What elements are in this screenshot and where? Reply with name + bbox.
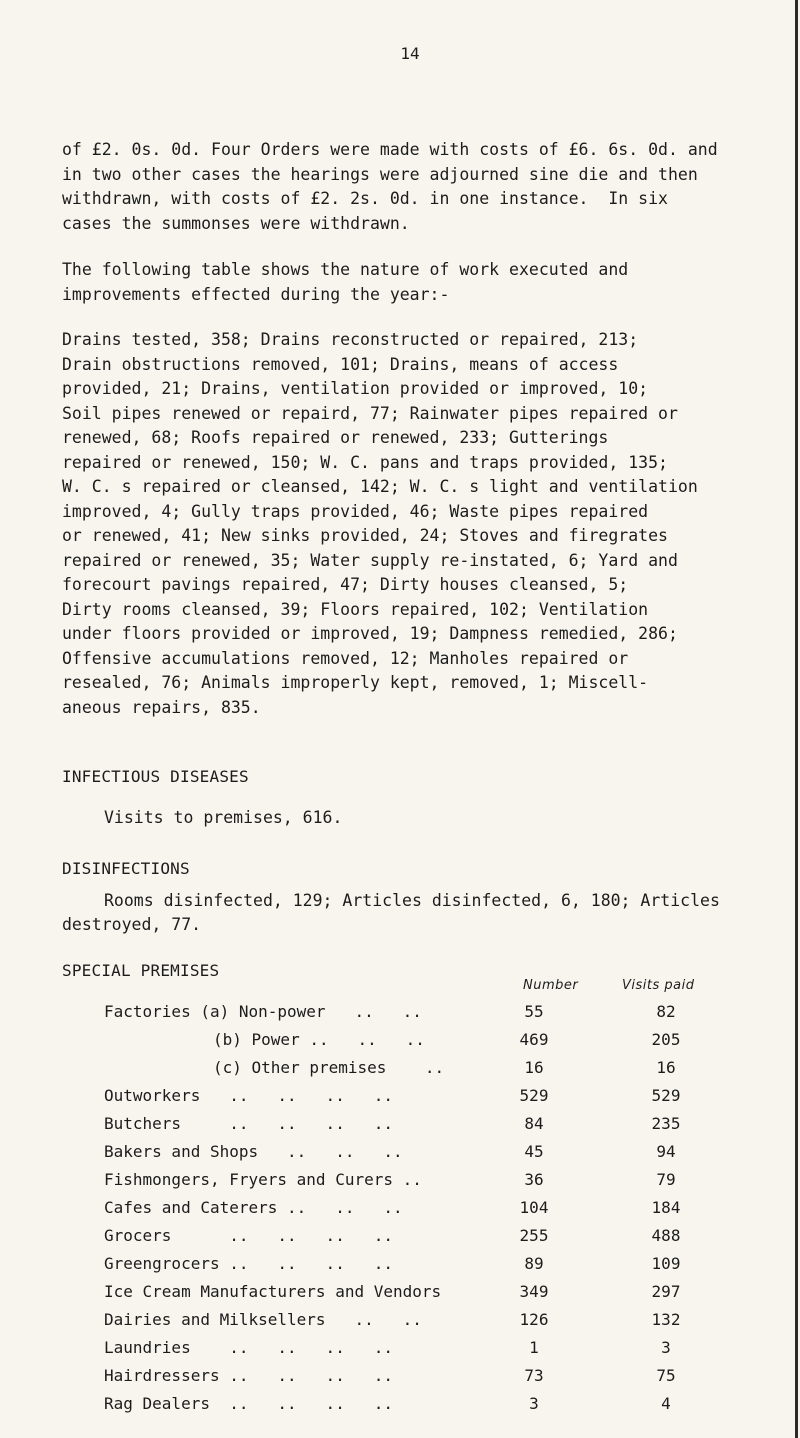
paragraph-works-executed (62, 328, 792, 720)
disinfections-text-line: Rooms disinfected, 129; Articles disinfected, 6, 180; Articles (104, 891, 720, 910)
row-number: 55 (524, 1002, 544, 1021)
column-header-number: Number (523, 978, 579, 993)
page-number: 14 (400, 44, 420, 63)
row-visits: 3 (661, 1338, 671, 1357)
row-number: 73 (524, 1366, 544, 1385)
row-visits: 235 (651, 1114, 681, 1133)
row-label: Butchers .. .. .. .. (104, 1114, 393, 1133)
row-label: Laundries .. .. .. .. (104, 1338, 393, 1357)
row-label: Grocers .. .. .. .. (104, 1226, 393, 1245)
text-line: under floors provided or improved, 19; Dampness remedied, 286; (62, 624, 678, 643)
table-row (0, 1366, 800, 1394)
text-line: withdrawn, with costs of £2. 2s. 0d. in one instance. In six (62, 189, 668, 208)
text-line: Dirty rooms cleansed, 39; Floors repaired, 102; Ventilation (62, 599, 649, 619)
text-line: Offensive accumulations removed, 12; Manholes repaired or (62, 648, 629, 668)
row-visits: 205 (651, 1030, 681, 1049)
text-line: in two other cases the hearings were adjourned sine die and then (62, 164, 698, 184)
heading-disinfections: DISINFECTIONS (62, 859, 190, 878)
table-row (0, 1170, 800, 1198)
heading-special-premises: SPECIAL PREMISES (62, 961, 220, 980)
text-line: Soil pipes renewed or repaird, 77; Rainwater pipes repaired or (62, 403, 678, 423)
table-row (0, 1394, 800, 1422)
text-line: aneous repairs, 835. (62, 697, 261, 717)
disinfections-text-line: destroyed, 77. (62, 915, 202, 934)
row-visits: 4 (661, 1394, 671, 1413)
table-row (0, 1226, 800, 1254)
table-row (0, 1114, 800, 1142)
table-row (0, 1142, 800, 1170)
paragraph-table-intro (62, 258, 792, 307)
row-visits: 184 (651, 1198, 681, 1217)
row-visits: 94 (656, 1142, 676, 1161)
row-label: Ice Cream Manufacturers and Vendors (104, 1282, 442, 1301)
row-number: 104 (519, 1198, 549, 1217)
infectious-visits-text: Visits to premises, 616. (104, 808, 343, 827)
text-line: The following table shows the nature of work executed and (62, 260, 629, 279)
text-line: Drains tested, 358; Drains reconstructed or repaired, 213; (62, 330, 639, 349)
row-label: Factories (a) Non-power .. .. (104, 1002, 422, 1021)
row-number: 89 (524, 1254, 544, 1273)
text-line: improvements effected during the year:- (62, 284, 450, 304)
table-row (0, 1086, 800, 1114)
row-visits: 109 (651, 1254, 681, 1273)
heading-infectious-diseases: INFECTIOUS DISEASES (62, 767, 249, 786)
table-row (0, 1058, 800, 1086)
row-number: 3 (529, 1394, 539, 1413)
text-line: of £2. 0s. 0d. Four Orders were made with costs of £6. 6s. 0d. and (62, 140, 718, 159)
row-label: Outworkers .. .. .. .. (104, 1086, 393, 1105)
text-line: repaired or renewed, 150; W. C. pans and traps provided, 135; (62, 452, 668, 472)
text-line: resealed, 76; Animals improperly kept, removed, 1; Miscell- (62, 673, 649, 692)
row-visits: 16 (656, 1058, 676, 1077)
text-line: renewed, 68; Roofs repaired or renewed, 233; Gutterings (62, 428, 609, 447)
row-number: 36 (524, 1170, 544, 1189)
row-label: Hairdressers .. .. .. .. (104, 1366, 393, 1385)
row-number: 349 (519, 1282, 549, 1301)
row-number: 469 (519, 1030, 549, 1049)
table-row (0, 1338, 800, 1366)
row-number: 255 (519, 1226, 549, 1245)
text-line: W. C. s repaired or cleansed, 142; W. C. s light and ventilation (62, 477, 698, 496)
table-row (0, 1030, 800, 1058)
row-number: 45 (524, 1142, 544, 1161)
row-label: Fishmongers, Fryers and Curers .. (104, 1170, 422, 1189)
text-line: cases the summonses were withdrawn. (62, 213, 410, 233)
row-visits: 132 (651, 1310, 681, 1329)
text-line: forecourt pavings repaired, 47; Dirty houses cleansed, 5; (62, 575, 629, 594)
row-visits: 79 (656, 1170, 676, 1189)
table-row (0, 1254, 800, 1282)
text-line: improved, 4; Gully traps provided, 46; Waste pipes repaired (62, 501, 649, 521)
column-header-visits-paid: Visits paid (622, 978, 695, 993)
row-label: Bakers and Shops .. .. .. (104, 1142, 403, 1161)
table-row (0, 1198, 800, 1226)
row-visits: 529 (651, 1086, 681, 1105)
row-label: Rag Dealers .. .. .. .. (104, 1394, 393, 1413)
row-label: (b) Power .. .. .. (213, 1030, 425, 1049)
table-row (0, 1282, 800, 1310)
row-number: 1 (529, 1338, 539, 1357)
row-label: (c) Other premises .. (213, 1058, 445, 1077)
row-visits: 75 (656, 1366, 676, 1385)
row-number: 84 (524, 1114, 544, 1133)
text-line: or renewed, 41; New sinks provided, 24; Stoves and firegrates (62, 526, 668, 545)
row-visits: 82 (656, 1002, 676, 1021)
text-line: Drain obstructions removed, 101; Drains, means of access (62, 354, 619, 374)
row-label: Cafes and Caterers .. .. .. (104, 1198, 403, 1217)
row-number: 529 (519, 1086, 549, 1105)
row-number: 16 (524, 1058, 544, 1077)
row-visits: 488 (651, 1226, 681, 1245)
text-line: provided, 21; Drains, ventilation provided or improved, 10; (62, 379, 649, 398)
row-label: Dairies and Milksellers .. .. (104, 1310, 422, 1329)
table-row (0, 1310, 800, 1338)
row-number: 126 (519, 1310, 549, 1329)
table-row (0, 1002, 800, 1030)
row-label: Greengrocers .. .. .. .. (104, 1254, 393, 1273)
paragraph-court-orders (62, 138, 792, 236)
row-visits: 297 (651, 1282, 681, 1301)
text-line: repaired or renewed, 35; Water supply re-instated, 6; Yard and (62, 550, 678, 570)
